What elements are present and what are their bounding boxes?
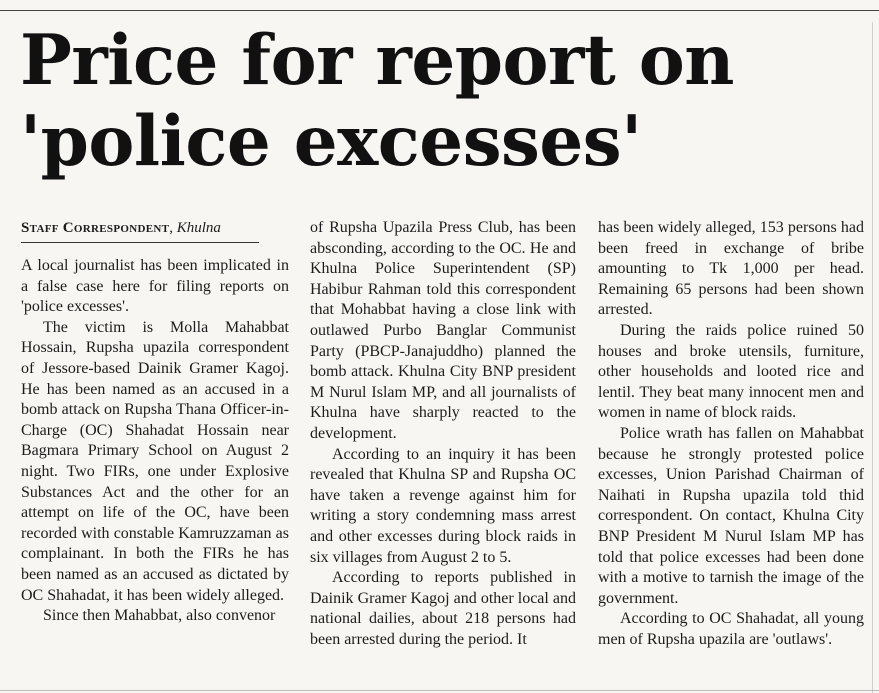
- article-column-2: [310, 218, 576, 650]
- article-column-3: [598, 218, 864, 650]
- paragraph: According to reports published in Dainik Gramer Kagoj and other local and national dailies, about 218 persons had been arrested during the period. It: [310, 569, 576, 648]
- right-edge-line: [872, 22, 873, 693]
- headline-line-1: Price for report on: [20, 20, 734, 101]
- paragraph: Police wrath has fallen on Mahabbat because he strongly protested police excesses, Union Parishad Chairman of Naihati in Rupsha upazila told thid correspondent. On contact, Khulna City BNP President M Nurul Islam MP has told that police excesses had been done with a motive to tarnish the image of the government.: [598, 424, 864, 607]
- article-column-1: [21, 218, 289, 627]
- paragraph: According to an inquiry it has been revealed that Khulna SP and Rupsha OC have taken a revenge against him for writing a story condemning mass arrest and other excesses during block raids in six villages from August 2 to 5.: [310, 445, 576, 566]
- paragraph: According to OC Shahadat, all young men of Rupsha upazila are 'outlaws'.: [598, 610, 864, 648]
- paragraph: A local journalist has been implicated in a false case here for filing reports on 'police excesses'.: [21, 257, 289, 316]
- paragraph: Since then Mahabbat, also convenor: [43, 607, 276, 625]
- headline-line-2: 'police excesses': [20, 101, 642, 182]
- paragraph: The victim is Molla Mahabbat Hossain, Rupsha upazila correspondent of Jessore-based Dainik Gramer Kagoj. He has been named as an accused in a bomb attack on Rupsha Thana Officer-in-Charge (OC) Shahadat Hossain near Bagmara Primary School on August 2 night. Two FIRs, one under Explosive Substances Act and the other for an attempt on life of the OC, have been recorded with constable Kamruzzaman as complainant. In both the FIRs he has been named as an accused as dictated by OC Shahadat, it has been widely alleged.: [21, 318, 289, 604]
- byline-separator: ,: [169, 220, 177, 236]
- paragraph: of Rupsha Upazila Press Club, has been absconding, according to the OC. He and Khulna Police Superintendent (SP) Habibur Rahman told this correspondent that Mohabbat having a close link with outlawed Purbo Banglar Communist Party (PBCP-Janajuddho) planned the bomb attack. Khulna City BNP president M Nurul Islam MP, and all journalists of Khulna have sharply reacted to the development.: [310, 219, 576, 442]
- byline-role: Staff Correspondent: [21, 220, 170, 236]
- bottom-rule: [0, 690, 879, 691]
- byline-place: Khulna: [176, 220, 221, 236]
- paragraph: During the raids police ruined 50 houses and broke utensils, furniture, other households and looted rice and lentil. They beat many innocent men and women in name of block raids.: [598, 321, 864, 422]
- paragraph: has been widely alleged, 153 persons had been freed in exchange of bribe amounting to Tk 1,000 per head. Remaining 65 persons had been shown arrested.: [598, 219, 864, 319]
- headline: [20, 20, 860, 182]
- byline: [21, 218, 259, 243]
- top-rule: [0, 10, 879, 11]
